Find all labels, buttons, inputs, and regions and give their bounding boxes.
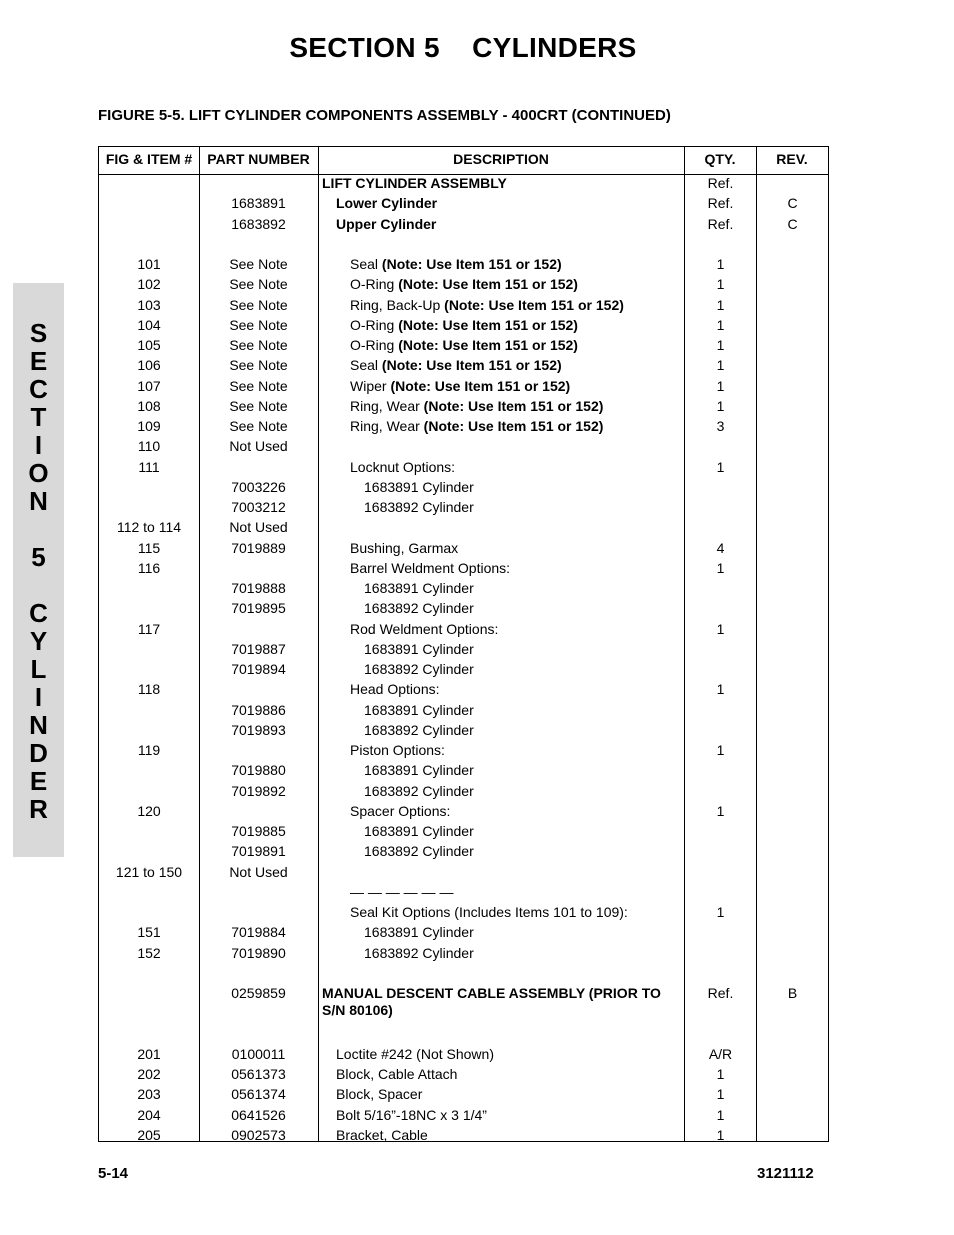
- qty-cell: 1: [716, 1086, 725, 1103]
- part-number-cell: See Note: [229, 256, 288, 272]
- description-text: 1683891 Cylinder: [364, 823, 474, 839]
- part-number-cell: 7019891: [231, 843, 286, 860]
- side-tab-letter: C: [29, 374, 48, 404]
- part-number-cell: See Note: [229, 397, 288, 414]
- description-text: Locknut Options:: [350, 458, 456, 475]
- description-cell: [322, 924, 724, 941]
- description-note: (Note: Use Item 151 or 152): [423, 418, 604, 434]
- side-tab-letter: R: [29, 794, 48, 824]
- description-text: 1683892 Cylinder: [364, 721, 474, 738]
- description-text: MANUAL DESCENT CABLE ASSEMBLY (PRIOR TO S/N 80106): [322, 985, 661, 1018]
- description-note: (Note: Use Item 151 or 152): [381, 256, 562, 272]
- table-row: [99, 337, 828, 357]
- description-cell: [322, 1127, 696, 1144]
- description-cell: [322, 621, 710, 638]
- table-row: [99, 762, 828, 782]
- part-number-cell: 7019888: [231, 580, 286, 596]
- part-number-cell: Not Used: [229, 863, 288, 880]
- table-row: [99, 479, 828, 499]
- header-qty: QTY.: [704, 151, 736, 167]
- description-cell: [322, 297, 710, 314]
- table-row: [99, 276, 828, 296]
- section-side-tab-letters: [13, 319, 64, 823]
- side-tab-letter: N: [29, 486, 48, 516]
- description-cell: [322, 884, 710, 901]
- side-tab-letter: S: [29, 318, 48, 348]
- description-cell: [322, 945, 724, 962]
- table-row: [99, 722, 828, 742]
- qty-cell: 1: [716, 296, 725, 313]
- fig-item-cell: 201: [137, 1045, 161, 1062]
- description-text: Ring, Back-Up: [350, 296, 445, 313]
- fig-item-cell: 116: [137, 559, 161, 576]
- part-number-cell: 7019890: [231, 944, 286, 961]
- part-number-cell: Not Used: [229, 438, 288, 455]
- part-number-cell: See Note: [229, 377, 288, 394]
- description-text: Seal Kit Options (Includes Items 101 to 109):: [350, 904, 628, 920]
- parts-table: [98, 146, 829, 1142]
- description-cell: [322, 337, 710, 354]
- description-text: O-Ring: [350, 337, 399, 353]
- qty-cell: Ref.: [707, 985, 734, 1001]
- table-row: [99, 884, 828, 904]
- description-note: (Note: Use Item 151 or 152): [381, 357, 562, 374]
- figure-title: FIGURE 5-5. LIFT CYLINDER COMPONENTS ASSEMBLY - 400CRT (CONTINUED): [98, 107, 671, 124]
- description-text: 1683891 Cylinder: [364, 478, 474, 495]
- fig-item-cell: 105: [137, 337, 161, 353]
- table-row: [99, 823, 828, 843]
- table-row: [99, 1127, 828, 1147]
- description-cell: [322, 560, 710, 577]
- table-row: [99, 621, 828, 641]
- part-number-cell: 7003226: [231, 478, 286, 495]
- description-cell: [322, 479, 724, 496]
- description-text: O-Ring: [350, 316, 399, 333]
- fig-item-cell: 109: [137, 418, 161, 434]
- qty-cell: Ref.: [707, 175, 734, 191]
- description-text: Upper Cylinder: [336, 215, 437, 232]
- description-text: Barrel Weldment Options:: [350, 559, 511, 576]
- description-cell: [322, 357, 710, 374]
- part-number-cell: 7019889: [231, 539, 286, 556]
- fig-item-cell: 110: [137, 438, 161, 455]
- table-row: [99, 600, 828, 620]
- description-cell: [322, 499, 724, 516]
- description-text: Rod Weldment Options:: [350, 620, 499, 637]
- table-row: [99, 945, 828, 965]
- side-tab-letter: E: [29, 346, 48, 376]
- qty-cell: 1: [716, 559, 725, 576]
- description-text: Seal: [350, 256, 382, 272]
- table-row: [99, 742, 828, 762]
- description-text: Piston Options:: [350, 742, 445, 758]
- description-text: Head Options:: [350, 681, 440, 698]
- qty-cell: 1: [716, 357, 725, 374]
- description-text: Bushing, Garmax: [350, 539, 459, 556]
- description-text: Bolt 5/16”-18NC x 3 1/4”: [336, 1106, 487, 1123]
- qty-cell: Ref.: [707, 195, 734, 212]
- description-cell: [322, 661, 724, 678]
- table-row: [99, 175, 828, 195]
- description-cell: [322, 904, 710, 921]
- side-tab-letter: T: [30, 402, 47, 432]
- description-text: Block, Cable Attach: [336, 1066, 458, 1082]
- table-row: [99, 1026, 828, 1046]
- part-number-cell: Not Used: [229, 519, 288, 536]
- description-text: 1683892 Cylinder: [364, 499, 474, 515]
- table-row: [99, 702, 828, 722]
- fig-item-cell: 120: [137, 802, 161, 819]
- description-cell: [322, 702, 724, 719]
- part-number-cell: See Note: [229, 296, 288, 313]
- table-row: [99, 783, 828, 803]
- fig-item-cell: 202: [137, 1066, 161, 1082]
- table-row: [99, 519, 828, 539]
- description-text: Wiper: [350, 377, 391, 394]
- part-number-cell: 7019887: [231, 640, 286, 657]
- description-cell: [322, 418, 710, 435]
- description-text: Ring, Wear: [350, 397, 424, 414]
- side-tab-letter: N: [29, 710, 48, 740]
- description-cell: [322, 803, 710, 820]
- part-number-cell: 0561373: [231, 1066, 286, 1082]
- side-tab-letter: L: [30, 654, 47, 684]
- qty-cell: 3: [716, 418, 725, 434]
- table-row: [99, 256, 828, 276]
- fig-item-cell: 204: [137, 1106, 161, 1123]
- side-tab-letter: O: [28, 458, 49, 488]
- description-note: (Note: Use Item 151 or 152): [398, 337, 578, 353]
- description-note: (Note: Use Item 151 or 152): [398, 316, 578, 333]
- description-cell: [322, 600, 724, 617]
- table-row: [99, 803, 828, 823]
- part-number-cell: 7019886: [231, 701, 286, 718]
- description-note: (Note: Use Item 151 or 152): [423, 397, 604, 414]
- rev-cell: C: [787, 215, 798, 232]
- description-cell: [322, 783, 724, 800]
- header-rev: REV.: [776, 151, 808, 167]
- header-description: DESCRIPTION: [453, 151, 549, 167]
- table-row: [99, 459, 828, 479]
- fig-item-cell: 152: [137, 944, 161, 961]
- description-cell: [322, 641, 724, 658]
- fig-item-cell: 205: [137, 1126, 161, 1143]
- table-row: [99, 438, 828, 458]
- description-cell: [322, 216, 696, 233]
- part-number-cell: 1683892: [231, 215, 286, 232]
- header-part-number: PART NUMBER: [207, 151, 310, 167]
- table-row: [99, 1107, 828, 1127]
- side-tab-letter: 5: [31, 542, 46, 572]
- description-cell: [322, 762, 724, 779]
- description-cell: [322, 823, 724, 840]
- qty-cell: 1: [716, 316, 725, 333]
- side-tab-letter: I: [34, 682, 43, 712]
- description-cell: [322, 540, 710, 557]
- table-row: [99, 540, 828, 560]
- description-cell: [322, 276, 710, 293]
- part-number-cell: See Note: [229, 357, 288, 374]
- page-number: 5-14: [98, 1165, 129, 1182]
- qty-cell: 1: [716, 377, 725, 394]
- qty-cell: A/R: [708, 1045, 733, 1062]
- part-number-cell: 0902573: [231, 1126, 286, 1143]
- table-row: [99, 985, 828, 1026]
- part-number-cell: See Note: [229, 418, 288, 434]
- qty-cell: 1: [716, 256, 725, 272]
- description-text: 1683892 Cylinder: [364, 782, 474, 799]
- part-number-cell: 1683891: [231, 195, 286, 212]
- table-row: [99, 864, 828, 884]
- description-cell: [322, 1107, 696, 1124]
- part-number-cell: 0259859: [231, 985, 286, 1001]
- qty-cell: 4: [716, 539, 725, 556]
- description-text: 1683891 Cylinder: [364, 924, 474, 941]
- table-row: [99, 398, 828, 418]
- section-side-tab: [13, 283, 64, 857]
- table-row: [99, 195, 828, 215]
- description-cell: [322, 681, 710, 698]
- table-row: [99, 378, 828, 398]
- description-text: — — — — — —: [350, 883, 454, 900]
- part-number-cell: 7019892: [231, 782, 286, 799]
- table-row: [99, 904, 828, 924]
- table-row: [99, 216, 828, 236]
- fig-item-cell: 103: [137, 296, 161, 313]
- table-row: [99, 924, 828, 944]
- description-cell: [322, 378, 710, 395]
- description-note: (Note: Use Item 151 or 152): [390, 377, 571, 394]
- description-cell: [322, 1086, 696, 1103]
- qty-cell: 1: [716, 681, 725, 698]
- table-row: [99, 1066, 828, 1086]
- description-text: LIFT CYLINDER ASSEMBLY: [322, 175, 507, 191]
- fig-item-cell: 119: [137, 742, 161, 758]
- page-title: SECTION 5 CYLINDERS: [289, 32, 637, 63]
- description-text: Seal: [350, 357, 382, 374]
- description-cell: [322, 722, 724, 739]
- fig-item-cell: 102: [137, 276, 161, 293]
- table-row: [99, 661, 828, 681]
- document-number: 3121112: [757, 1165, 814, 1182]
- part-number-cell: See Note: [229, 337, 288, 353]
- part-number-cell: 0641526: [231, 1106, 286, 1123]
- part-number-cell: 7019884: [231, 924, 286, 941]
- table-row: [99, 418, 828, 438]
- side-tab-letter: C: [29, 598, 48, 628]
- header-fig-item: FIG & ITEM #: [105, 151, 193, 167]
- side-tab-letter: D: [29, 738, 48, 768]
- table-row: [99, 580, 828, 600]
- qty-cell: 1: [716, 276, 725, 293]
- description-text: 1683892 Cylinder: [364, 944, 474, 961]
- qty-cell: 1: [716, 397, 725, 414]
- fig-item-cell: 106: [137, 357, 161, 374]
- fig-item-cell: 107: [137, 377, 161, 394]
- description-cell: [322, 195, 696, 212]
- description-text: 1683891 Cylinder: [364, 640, 474, 657]
- part-number-cell: See Note: [229, 276, 288, 293]
- table-row: [99, 236, 828, 256]
- qty-cell: 1: [716, 620, 725, 637]
- description-cell: [322, 459, 710, 476]
- qty-cell: 1: [716, 802, 725, 819]
- qty-cell: 1: [716, 904, 725, 920]
- description-text: 1683892 Cylinder: [364, 661, 474, 677]
- rev-cell: B: [787, 985, 798, 1001]
- table-row: [99, 317, 828, 337]
- side-tab-letter: [13, 571, 64, 599]
- description-cell: [322, 580, 724, 597]
- part-number-cell: 0561374: [231, 1086, 286, 1103]
- description-text: Block, Spacer: [336, 1086, 423, 1103]
- part-number-cell: 7019880: [231, 762, 286, 779]
- description-cell: [322, 985, 682, 1019]
- fig-item-cell: 108: [137, 397, 161, 414]
- part-number-cell: 7019885: [231, 823, 286, 839]
- table-row: [99, 560, 828, 580]
- description-text: O-Ring: [350, 276, 399, 293]
- table-row: [99, 843, 828, 863]
- qty-cell: 1: [716, 1066, 725, 1082]
- fig-item-cell: 112 to 114: [116, 519, 182, 536]
- description-text: Spacer Options:: [350, 802, 451, 819]
- side-tab-letter: E: [29, 766, 48, 796]
- parts-table-body: [99, 175, 828, 1147]
- fig-item-cell: 203: [137, 1086, 161, 1103]
- side-tab-letter: I: [34, 430, 43, 460]
- side-tab-letter: [13, 515, 64, 543]
- fig-item-cell: 101: [137, 256, 161, 272]
- table-row: [99, 1046, 828, 1066]
- side-tab-letter: Y: [29, 626, 48, 656]
- qty-cell: 1: [716, 742, 725, 758]
- fig-item-cell: 115: [137, 539, 161, 556]
- fig-item-cell: 121 to 150: [115, 863, 183, 880]
- description-cell: [322, 1066, 696, 1083]
- qty-cell: 1: [716, 337, 725, 353]
- part-number-cell: See Note: [229, 316, 288, 333]
- fig-item-cell: 111: [138, 458, 160, 475]
- description-note: (Note: Use Item 151 or 152): [398, 276, 578, 293]
- description-text: 1683892 Cylinder: [364, 843, 474, 860]
- qty-cell: 1: [716, 458, 725, 475]
- description-text: Ring, Wear: [350, 418, 424, 434]
- description-text: Bracket, Cable: [336, 1126, 428, 1143]
- description-note: (Note: Use Item 151 or 152): [444, 296, 624, 313]
- qty-cell: 1: [716, 1126, 725, 1143]
- part-number-cell: 7003212: [231, 499, 286, 515]
- description-cell: [322, 843, 724, 860]
- qty-cell: 1: [716, 1106, 725, 1123]
- rev-cell: C: [787, 195, 798, 212]
- qty-cell: Ref.: [707, 215, 734, 232]
- description-text: Lower Cylinder: [336, 195, 438, 212]
- description-cell: [322, 256, 710, 273]
- table-row: [99, 499, 828, 519]
- description-cell: [322, 175, 682, 192]
- table-row: [99, 641, 828, 661]
- part-number-cell: 7019894: [231, 661, 286, 677]
- fig-item-cell: 104: [137, 316, 161, 333]
- description-cell: [322, 398, 710, 415]
- fig-item-cell: 117: [137, 620, 161, 637]
- fig-item-cell: 118: [137, 681, 161, 698]
- description-text: 1683891 Cylinder: [364, 580, 474, 596]
- description-text: Loctite #242 (Not Shown): [336, 1045, 494, 1062]
- description-text: 1683891 Cylinder: [364, 762, 474, 779]
- table-row: [99, 681, 828, 701]
- description-cell: [322, 742, 710, 759]
- table-row: [99, 297, 828, 317]
- description-cell: [322, 1046, 696, 1063]
- table-row: [99, 965, 828, 985]
- description-cell: [322, 317, 710, 334]
- part-number-cell: 7019893: [231, 721, 286, 738]
- table-row: [99, 1086, 828, 1106]
- table-row: [99, 357, 828, 377]
- part-number-cell: 7019895: [231, 600, 286, 617]
- description-text: 1683891 Cylinder: [364, 701, 474, 718]
- part-number-cell: 0100011: [231, 1045, 286, 1062]
- description-text: 1683892 Cylinder: [364, 600, 474, 617]
- fig-item-cell: 151: [137, 924, 161, 941]
